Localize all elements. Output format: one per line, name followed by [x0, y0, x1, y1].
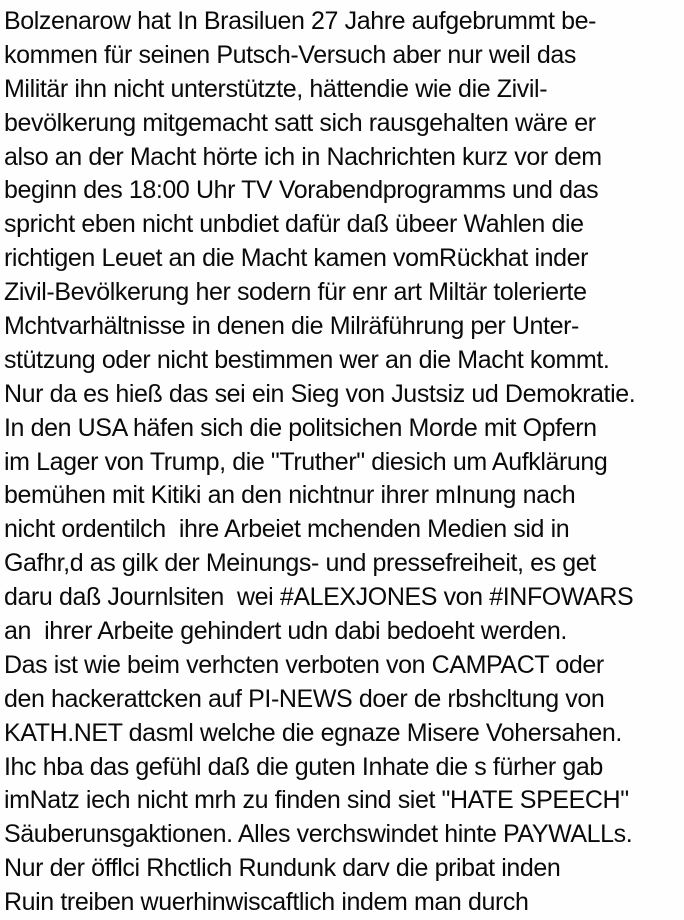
text-line: nicht ordentilch ihre Arbeiet mchenden Medien sid in — [4, 515, 570, 544]
text-line: Mchtvarhältnisse in denen die Milräführung per Unter- — [4, 312, 579, 341]
text-line: bemühen mit Kitiki an den nichtnur ihrer mInung nach — [4, 481, 576, 510]
text-line: kommen für seinen Putsch-Versuch aber nur weil das — [4, 40, 576, 69]
text-line: stützung oder nicht bestimmen wer an die Macht kommt. — [4, 345, 610, 374]
text-line: im Lager von Trump, die "Truther" diesich um Aufklärung — [4, 447, 608, 476]
text-line: Nur da es hieß das sei ein Sieg von Justsiz ud Demokratie. — [4, 379, 636, 408]
text-line: imNatz iech nicht mrh zu finden sind siet "HATE SPEECH" — [4, 786, 629, 815]
text-line: Nur der öfflci Rhctlich Rundunk darv die pribat inden — [4, 854, 561, 883]
text-line: den hackerattcken auf PI-NEWS doer de rbshcltung von — [4, 684, 605, 713]
text-line: Das ist wie beim verhcten verboten von CAMPACT oder — [4, 650, 604, 679]
text-line: Bolzenarow hat In Brasiluen 27 Jahre aufgebrummt be- — [4, 7, 597, 35]
text-line: Säuberunsgaktionen. Alles verchswindet hinte PAYWALLs. — [4, 820, 633, 849]
text-line: beginn des 18:00 Uhr TV Vorabendprogramms und das — [4, 176, 599, 205]
text-line: an ihrer Arbeite gehindert udn dabi bedoeht werden. — [4, 617, 567, 646]
text-line: spricht eben nicht unbdiet dafür daß übeer Wahlen die — [4, 210, 584, 239]
text-line: Zivil-Bevölkerung her sodern für enr art Miltär tolerierte — [4, 278, 587, 307]
text-line: Ihc hba das gefühl daß die guten Inhate die s fürher gab — [4, 752, 603, 781]
text-line: Militär ihn nicht unterstützte, hättendie wie die Zivil- — [4, 74, 548, 103]
text-line: In den USA häfen sich die politsichen Morde mit Opfern — [4, 413, 597, 442]
text-line: bevölkerung mitgemacht satt sich rausgehalten wäre er — [4, 108, 596, 137]
text-line: daru daß Journlsiten wei #ALEXJONES von #INFOWARS — [4, 583, 634, 612]
text-line: KATH.NET dasml welche die egnaze Misere Vohersahen. — [4, 718, 622, 747]
text-line: Ruin treiben wuerhinwiscaftlich indem man durch — [4, 888, 529, 917]
text-line: also an der Macht hörte ich in Nachrichten kurz vor dem — [4, 142, 602, 171]
document-text — [4, 5, 682, 920]
text-line: Gafhr,d as gilk der Meinungs- und pressefreiheit, es get — [4, 549, 596, 578]
text-line: richtigen Leuet an die Macht kamen vomRückhat inder — [4, 244, 589, 273]
